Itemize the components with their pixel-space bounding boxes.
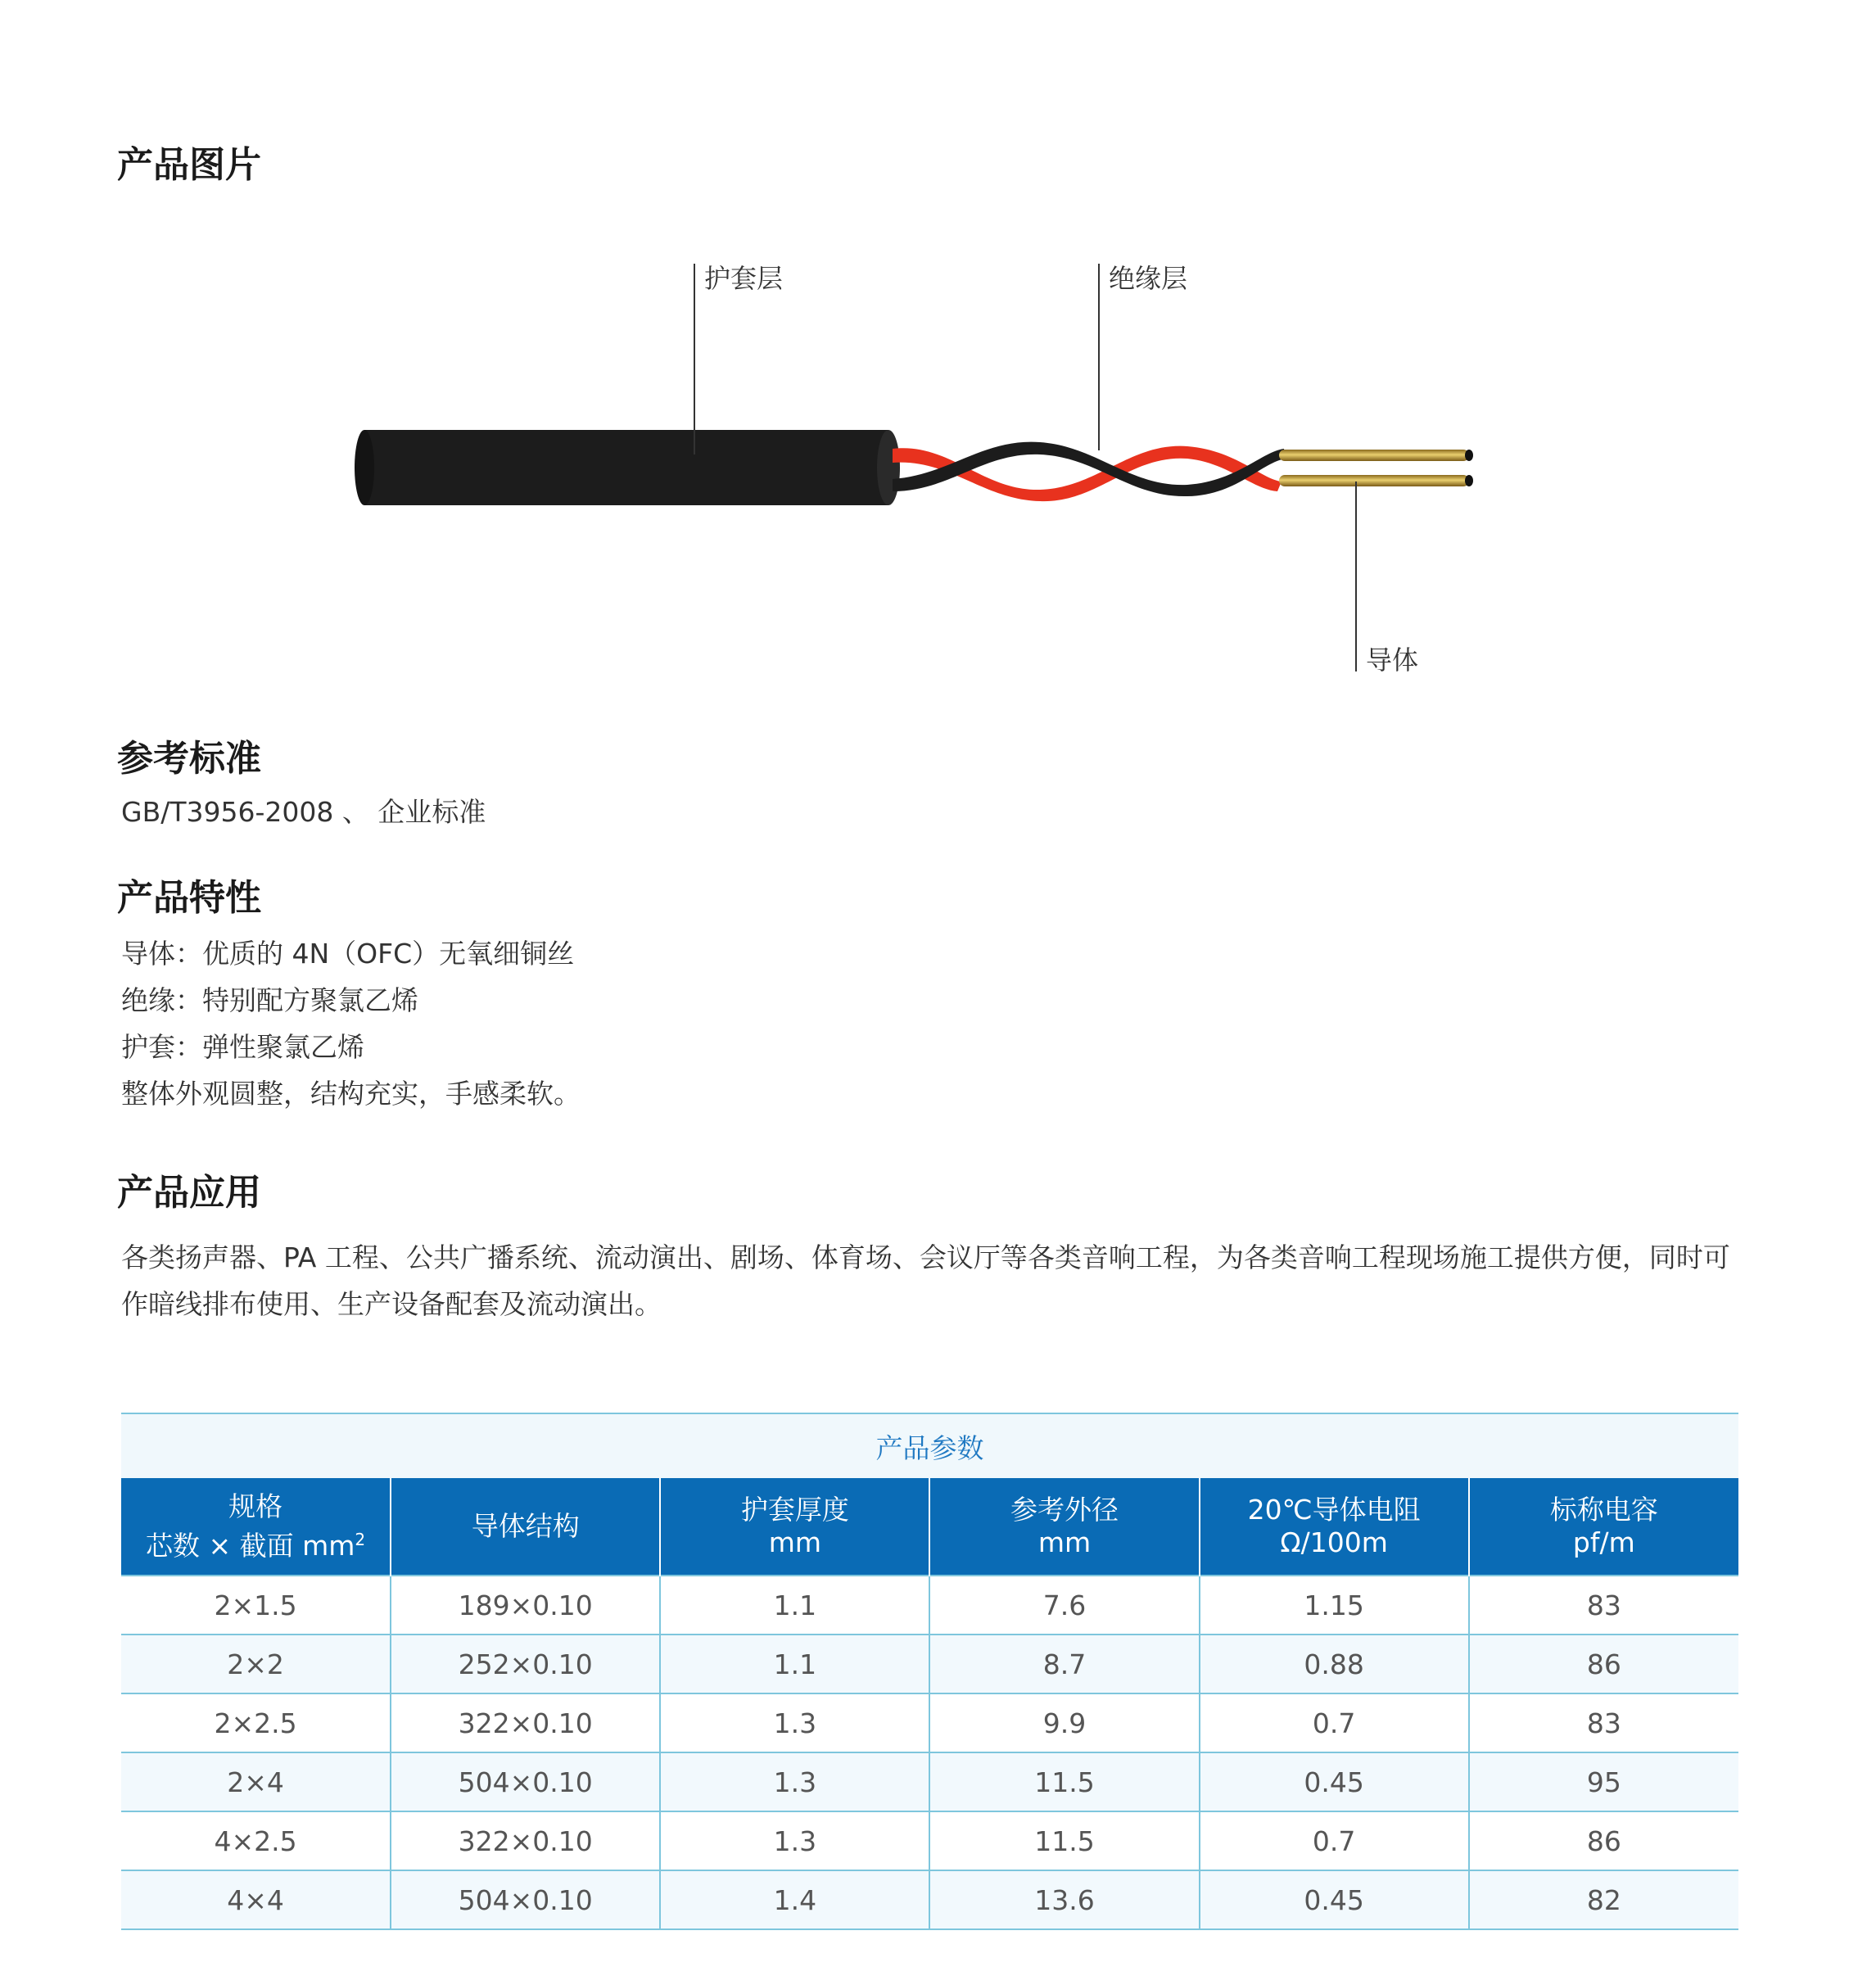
cable-illustration: [0, 0, 1876, 712]
table-caption: 产品参数: [121, 1413, 1738, 1478]
section-title-product-picture: 产品图片: [117, 144, 261, 186]
column-header-sheath-thickness: [660, 1478, 929, 1576]
table-cell: 0.45: [1200, 1870, 1469, 1929]
sheath-shape: [355, 430, 900, 505]
column-header-outer-diameter: [929, 1478, 1199, 1576]
section-title-standard: 参考标准: [117, 738, 261, 780]
table-cell: 0.88: [1200, 1635, 1469, 1693]
table-cell: 1.15: [1200, 1576, 1469, 1635]
header-line: mm: [768, 1526, 821, 1558]
feature-item: 整体外观圆整，结构充实，手感柔软。: [121, 1078, 581, 1110]
cable-diagram: [0, 0, 1876, 712]
column-header-spec: [121, 1478, 391, 1576]
header-line: Ω/100m: [1280, 1526, 1388, 1558]
header-line: 参考外径: [1010, 1494, 1119, 1526]
label-conductor: 导体: [1366, 644, 1419, 676]
table-cell: 504×0.10: [391, 1752, 660, 1811]
table-cell: 504×0.10: [391, 1870, 660, 1929]
table-cell: 11.5: [929, 1811, 1199, 1870]
header-line: 芯数 × 截面 $mm^2$: [145, 1530, 366, 1562]
table-cell: 322×0.10: [391, 1811, 660, 1870]
standard-text: GB/T3956-2008 、 企业标准: [121, 796, 486, 828]
table-cell: 1.1: [660, 1576, 929, 1635]
section-title-features: 产品特性: [117, 877, 261, 919]
header-line: pf/m: [1572, 1526, 1635, 1558]
table-cell: 82: [1469, 1870, 1738, 1929]
header-line: 规格: [228, 1490, 283, 1522]
column-header-capacitance: [1469, 1478, 1738, 1576]
table-cell: 189×0.10: [391, 1576, 660, 1635]
table-cell: 2×4: [121, 1752, 391, 1811]
table-cell: 4×2.5: [121, 1811, 391, 1870]
table-row: [121, 1870, 1738, 1929]
table-cell: 4×4: [121, 1870, 391, 1929]
table-cell: 322×0.10: [391, 1693, 660, 1752]
feature-item: 绝缘：特别配方聚氯乙烯: [121, 984, 418, 1016]
table-cell: 0.7: [1200, 1811, 1469, 1870]
table-cell: 1.4: [660, 1870, 929, 1929]
table-cell: 1.3: [660, 1693, 929, 1752]
table-cell: 252×0.10: [391, 1635, 660, 1693]
label-insulation: 绝缘层: [1109, 263, 1188, 294]
feature-item: 导体：优质的 4N（OFC）无氧细铜丝: [121, 938, 575, 970]
table-cell: 86: [1469, 1811, 1738, 1870]
table-row: [121, 1752, 1738, 1811]
parameter-table: [121, 1413, 1738, 1930]
label-sheath: 护套层: [704, 263, 784, 294]
application-text: 各类扬声器、PA 工程、公共广播系统、流动演出、剧场、体育场、会议厅等各类音响工程，为各类音响工程现场施工提供方便，同时可作暗线排布使用、生产设备配套及流动演出。: [121, 1241, 1730, 1320]
header-line: mm: [1037, 1526, 1092, 1558]
table-cell: 86: [1469, 1635, 1738, 1693]
header-line: 导体结构: [471, 1510, 580, 1542]
table-cell: 2×2: [121, 1635, 391, 1693]
table-row: [121, 1693, 1738, 1752]
table-row: [121, 1635, 1738, 1693]
table-cell: 11.5: [929, 1752, 1199, 1811]
header-line: 护套厚度: [740, 1494, 849, 1526]
table-row: [121, 1576, 1738, 1635]
insulation-shape: [893, 442, 1286, 501]
table-cell: 83: [1469, 1576, 1738, 1635]
table-cell: 2×2.5: [121, 1693, 391, 1752]
table-cell: 8.7: [929, 1635, 1199, 1693]
table-cell: 1.3: [660, 1811, 929, 1870]
conductor-shape: [1279, 450, 1473, 486]
column-header-conductor-structure: [391, 1478, 660, 1576]
table-cell: 95: [1469, 1752, 1738, 1811]
header-line: 20℃导体电阻: [1247, 1494, 1421, 1526]
feature-item: 护套：弹性聚氯乙烯: [121, 1031, 364, 1063]
table-cell: 1.1: [660, 1635, 929, 1693]
table-cell: 83: [1469, 1693, 1738, 1752]
table-row: [121, 1811, 1738, 1870]
section-title-application: 产品应用: [117, 1172, 261, 1214]
table-cell: 0.45: [1200, 1752, 1469, 1811]
table-cell: 1.3: [660, 1752, 929, 1811]
header-line: 标称电容: [1549, 1494, 1658, 1526]
table-cell: 7.6: [929, 1576, 1199, 1635]
column-header-resistance: [1200, 1478, 1469, 1576]
table-cell: 2×1.5: [121, 1576, 391, 1635]
table-cell: 9.9: [929, 1693, 1199, 1752]
table-cell: 13.6: [929, 1870, 1199, 1929]
table-cell: 0.7: [1200, 1693, 1469, 1752]
